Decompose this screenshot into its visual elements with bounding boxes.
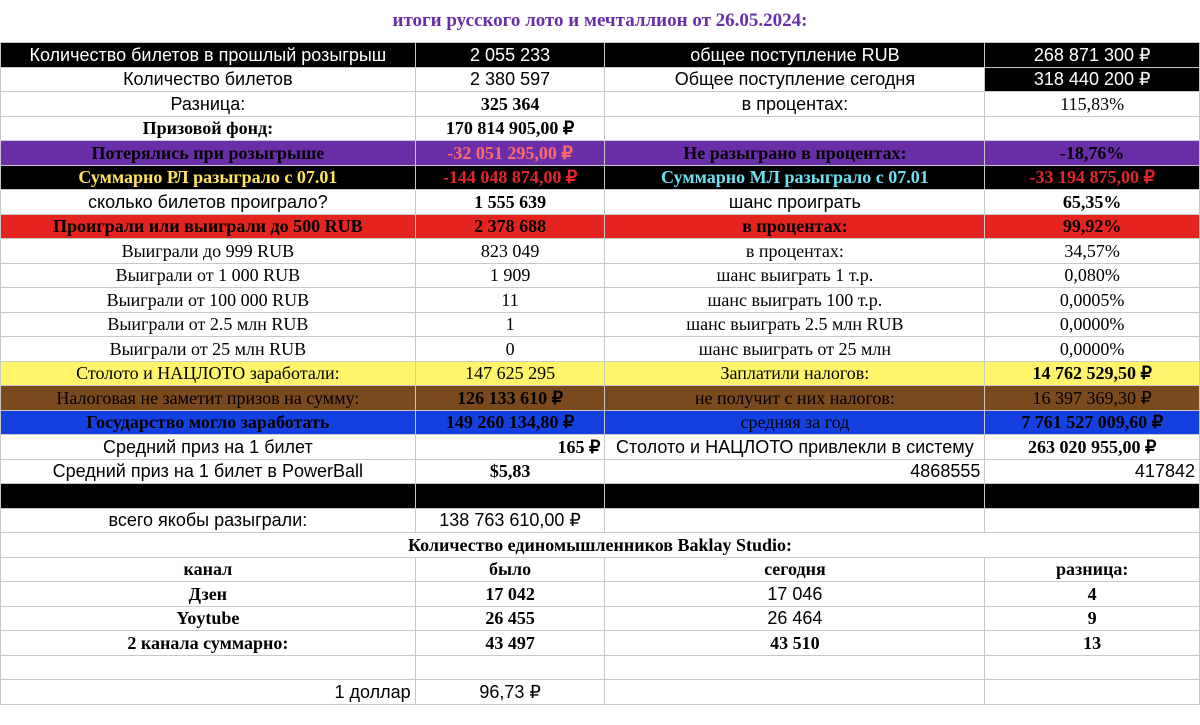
cell-empty[interactable] bbox=[415, 655, 605, 680]
cell-label[interactable]: 2 канала суммарно: bbox=[1, 631, 416, 656]
table-row bbox=[1, 263, 1200, 288]
followers-title-row bbox=[1, 533, 1200, 558]
cell-value[interactable]: 823 049 bbox=[415, 239, 605, 264]
cell-value[interactable]: 11 bbox=[415, 288, 605, 313]
cell-label[interactable]: Не разыграно в процентах: bbox=[605, 141, 985, 166]
cell-value[interactable]: 43 510 bbox=[605, 631, 985, 656]
cell-value[interactable]: 14 762 529,50 ₽ bbox=[985, 361, 1200, 386]
table-row bbox=[1, 484, 1200, 509]
cell-empty[interactable] bbox=[605, 680, 985, 705]
cell-value[interactable] bbox=[985, 116, 1200, 141]
cell-value[interactable]: 170 814 905,00 ₽ bbox=[415, 116, 605, 141]
cell-value[interactable]: 0,0000% bbox=[985, 337, 1200, 362]
table-row bbox=[1, 67, 1200, 92]
cell-label[interactable]: Средний приз на 1 билет в PowerBall bbox=[1, 459, 416, 484]
cell-value[interactable]: 9 bbox=[985, 606, 1200, 631]
cell-value[interactable]: 6,811 bbox=[985, 484, 1200, 509]
cell-value[interactable]: 138 763 610,00 ₽ bbox=[415, 508, 605, 533]
cell-value[interactable]: 16 397 369,30 ₽ bbox=[985, 386, 1200, 411]
cell-label[interactable]: Во сколько раз это лото хуже? bbox=[605, 484, 985, 509]
cell-value[interactable]: 268 871 300 ₽ bbox=[985, 43, 1200, 68]
cell-label[interactable]: шанс проиграть bbox=[605, 190, 985, 215]
cell-empty[interactable] bbox=[985, 655, 1200, 680]
cell-value[interactable]: 2 055 233 bbox=[415, 43, 605, 68]
cell-label[interactable]: Государство могло заработать bbox=[1, 410, 416, 435]
table-row bbox=[1, 116, 1200, 141]
cell-value[interactable]: 26 455 bbox=[415, 606, 605, 631]
table-row bbox=[1, 508, 1200, 533]
cell-label[interactable]: не получит с них налогов: bbox=[605, 386, 985, 411]
cell-value[interactable]: 2 378 688 bbox=[415, 214, 605, 239]
table-row bbox=[1, 165, 1200, 190]
cell-label[interactable]: в рублях: bbox=[1, 484, 416, 509]
table-row bbox=[1, 214, 1200, 239]
cell-label[interactable]: Количество билетов bbox=[1, 67, 416, 92]
sheet-title: итоги русского лото и мечталлион от 26.05.2024: bbox=[392, 10, 808, 31]
cell-label[interactable]: всего якобы разыграли: bbox=[1, 508, 416, 533]
table-row bbox=[1, 288, 1200, 313]
cell-value[interactable]: 0,0005% bbox=[985, 288, 1200, 313]
cell-value[interactable]: 17 046 bbox=[605, 582, 985, 607]
cell-value[interactable]: 263 020 955,00 ₽ bbox=[985, 435, 1200, 460]
cell-label[interactable] bbox=[605, 116, 985, 141]
cell-label[interactable]: Заплатили налогов: bbox=[605, 361, 985, 386]
cell-label[interactable]: в процентах: bbox=[605, 92, 985, 117]
cell-label[interactable]: Выиграли до 999 RUB bbox=[1, 239, 416, 264]
cell-value[interactable]: 149 260 134,80 ₽ bbox=[415, 410, 605, 435]
cell-value[interactable]: 13 bbox=[985, 631, 1200, 656]
cell-value[interactable] bbox=[985, 508, 1200, 533]
cell-value[interactable]: 65,35% bbox=[985, 190, 1200, 215]
column-header[interactable]: сегодня bbox=[605, 557, 985, 582]
cell-label[interactable]: Призовой фонд: bbox=[1, 116, 416, 141]
cell-value[interactable]: -144 048 874,00 ₽ bbox=[415, 165, 605, 190]
cell-label[interactable]: Столото и НАЦЛОТО привлекли в систему bbox=[605, 435, 985, 460]
cell-value[interactable]: 318 440 200 ₽ bbox=[985, 67, 1200, 92]
table-row bbox=[1, 435, 1200, 460]
cell-value[interactable]: 115,83% bbox=[985, 92, 1200, 117]
cell-label[interactable]: Выиграли от 1 000 RUB bbox=[1, 263, 416, 288]
cell-value[interactable]: 1 bbox=[415, 312, 605, 337]
cell-label[interactable]: Общее поступление сегодня bbox=[605, 67, 985, 92]
cell-value[interactable]: -18,76% bbox=[985, 141, 1200, 166]
cell-value[interactable]: 0 bbox=[415, 337, 605, 362]
cell-label[interactable]: Разница: bbox=[1, 92, 416, 117]
cell-label[interactable]: Суммарно МЛ разыграло с 07.01 bbox=[605, 165, 985, 190]
followers-title[interactable]: Количество единомышленников Baklay Studio: bbox=[1, 533, 1200, 558]
cell-label[interactable]: Столото и НАЦЛОТО заработали: bbox=[1, 361, 416, 386]
cell-label[interactable]: в процентах: bbox=[605, 214, 985, 239]
cell-value[interactable]: 165 ₽ bbox=[415, 435, 605, 460]
cell-value[interactable]: 126 133 610 ₽ bbox=[415, 386, 605, 411]
cell-label[interactable]: Выиграли от 2.5 млн RUB bbox=[1, 312, 416, 337]
table-row bbox=[1, 680, 1200, 705]
cell-value[interactable]: 1 909 bbox=[415, 263, 605, 288]
cell-value[interactable]: -32 051 295,00 ₽ bbox=[415, 141, 605, 166]
cell-label[interactable]: шанс выиграть 100 т.р. bbox=[605, 288, 985, 313]
table-row bbox=[1, 631, 1200, 656]
cell-value[interactable]: 4 bbox=[985, 582, 1200, 607]
cell-value[interactable]: 1 127,07 ₽ bbox=[415, 484, 605, 509]
cell-value[interactable]: 43 497 bbox=[415, 631, 605, 656]
table-row bbox=[1, 92, 1200, 117]
cell-empty[interactable] bbox=[985, 680, 1200, 705]
cell-value[interactable]: 4868555 bbox=[605, 459, 985, 484]
cell-value[interactable]: 26 464 bbox=[605, 606, 985, 631]
table-row bbox=[1, 239, 1200, 264]
cell-value[interactable]: 7 761 527 009,60 ₽ bbox=[985, 410, 1200, 435]
dollar-label[interactable]: 1 доллар bbox=[1, 680, 416, 705]
cell-value[interactable]: 2 380 597 bbox=[415, 67, 605, 92]
cell-label[interactable]: Yoytube bbox=[1, 606, 416, 631]
cell-value[interactable]: 0,080% bbox=[985, 263, 1200, 288]
results-table bbox=[0, 42, 1200, 705]
cell-value[interactable]: -33 194 875,00 ₽ bbox=[985, 165, 1200, 190]
cell-label[interactable]: Выиграли от 25 млн RUB bbox=[1, 337, 416, 362]
cell-value[interactable]: 325 364 bbox=[415, 92, 605, 117]
cell-value[interactable]: 417842 bbox=[985, 459, 1200, 484]
cell-value[interactable]: 0,0000% bbox=[985, 312, 1200, 337]
cell-label[interactable]: сколько билетов проиграло? bbox=[1, 190, 416, 215]
table-row bbox=[1, 386, 1200, 411]
table-row bbox=[1, 312, 1200, 337]
cell-empty[interactable] bbox=[605, 655, 985, 680]
cell-label[interactable]: Суммарно РЛ разыграло с 07.01 bbox=[1, 165, 416, 190]
table-row bbox=[1, 361, 1200, 386]
table-row bbox=[1, 190, 1200, 215]
table-row bbox=[1, 43, 1200, 68]
cell-value[interactable]: 99,92% bbox=[985, 214, 1200, 239]
cell-empty[interactable] bbox=[1, 655, 416, 680]
cell-label[interactable]: Потерялись при розыгрыше bbox=[1, 141, 416, 166]
table-row bbox=[1, 141, 1200, 166]
cell-label[interactable]: Выиграли от 100 000 RUB bbox=[1, 288, 416, 313]
cell-value[interactable]: 147 625 295 bbox=[415, 361, 605, 386]
cell-label[interactable]: шанс выиграть от 25 млн bbox=[605, 337, 985, 362]
cell-label[interactable]: Налоговая не заметит призов на сумму: bbox=[1, 386, 416, 411]
column-header[interactable]: канал bbox=[1, 557, 416, 582]
table-row bbox=[1, 606, 1200, 631]
table-row bbox=[1, 459, 1200, 484]
followers-header-row bbox=[1, 557, 1200, 582]
cell-label[interactable]: Дзен bbox=[1, 582, 416, 607]
cell-label[interactable]: средняя за год bbox=[605, 410, 985, 435]
empty-row bbox=[1, 655, 1200, 680]
cell-label[interactable] bbox=[605, 508, 985, 533]
cell-value[interactable]: 1 555 639 bbox=[415, 190, 605, 215]
cell-label[interactable]: в процентах: bbox=[605, 239, 985, 264]
table-row bbox=[1, 410, 1200, 435]
column-header[interactable]: разница: bbox=[985, 557, 1200, 582]
cell-label[interactable]: Проиграли или выиграли до 500 RUB bbox=[1, 214, 416, 239]
dollar-value[interactable]: 96,73 ₽ bbox=[415, 680, 605, 705]
cell-value[interactable]: 34,57% bbox=[985, 239, 1200, 264]
table-row bbox=[1, 582, 1200, 607]
cell-value[interactable]: $5,83 bbox=[415, 459, 605, 484]
cell-label[interactable]: Средний приз на 1 билет bbox=[1, 435, 416, 460]
column-header[interactable]: было bbox=[415, 557, 605, 582]
cell-label[interactable]: общее поступление RUB bbox=[605, 43, 985, 68]
table-row bbox=[1, 337, 1200, 362]
cell-label[interactable]: шанс выиграть 1 т.р. bbox=[605, 263, 985, 288]
cell-value[interactable]: 17 042 bbox=[415, 582, 605, 607]
cell-label[interactable]: шанс выиграть 2.5 млн RUB bbox=[605, 312, 985, 337]
cell-label[interactable]: Количество билетов в прошлый розыгрыш bbox=[1, 43, 416, 68]
